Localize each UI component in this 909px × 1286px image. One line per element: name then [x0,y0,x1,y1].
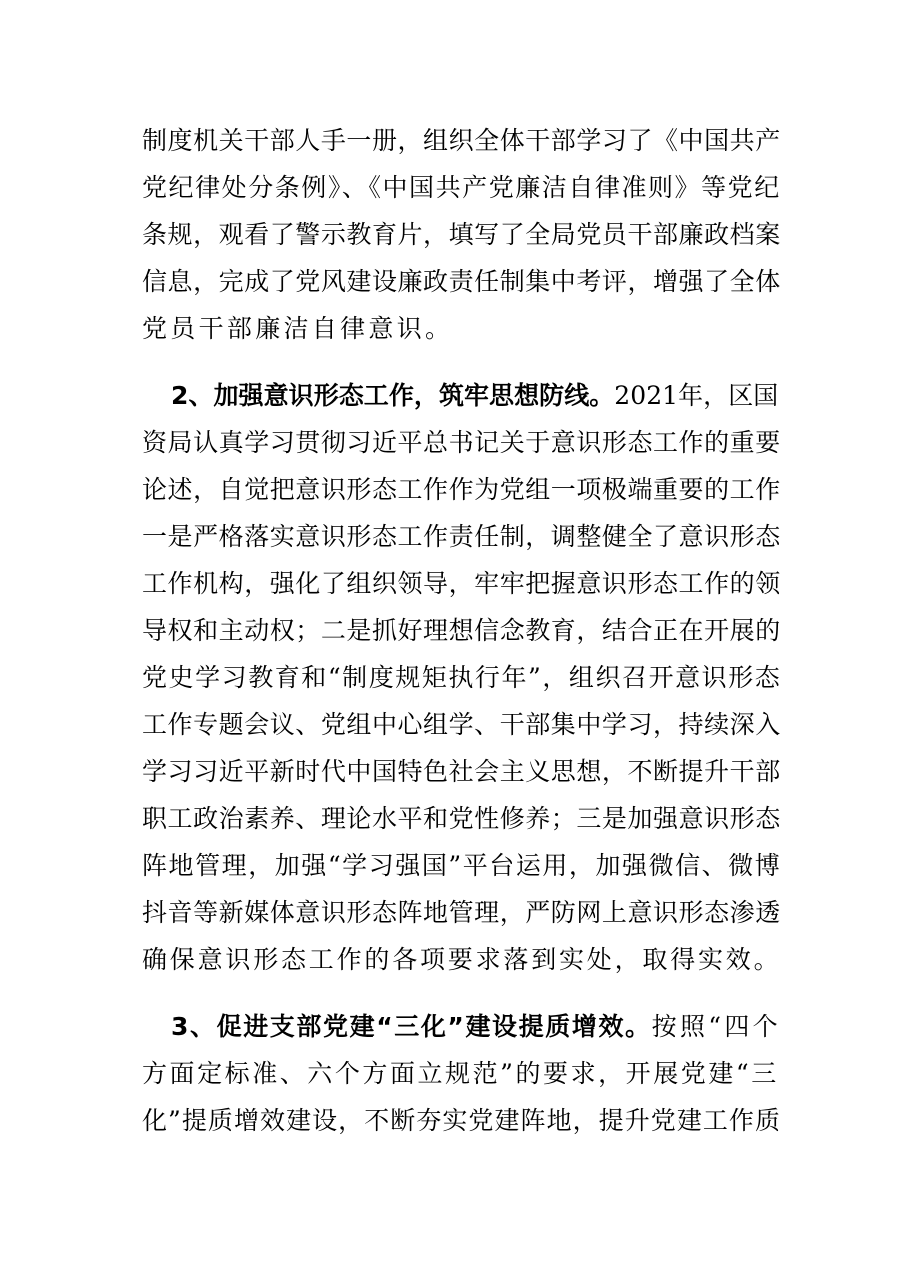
paragraph-2-heading: 2、加强意识形态工作，筑牢思想防线。 [171,381,615,410]
paragraph-1-line-5: 党员干部廉洁自律意识。 [142,314,454,343]
paragraph-3-line-2: 方面定标准、六个方面立规范”的要求，开展党建“三 [142,1059,779,1088]
paragraph-2-line-11: 阵地管理，加强“学习强国”平台运用，加强微信、微博 [142,851,782,880]
paragraph-1-line-1: 制度机关干部人手一册，组织全体干部学习了《中国共产 [142,126,781,155]
paragraph-2-line-13: 确保意识形态工作的各项要求落到实处，取得实效。 [142,945,782,974]
paragraph-2-line-5: 工作机构，强化了组织领导，牢牢把握意识形态工作的领 [142,569,781,598]
paragraph-2-line-10: 职工政治素养、理论水平和党性修养；三是加强意识形态 [142,804,781,833]
paragraph-3-first-line [171,1007,782,1047]
paragraph-3-heading: 3、促进支部党建“三化”建设提质增效。 [171,1012,652,1041]
paragraph-2-line-6: 导权和主动权；二是抓好理想信念教育，结合正在开展的 [142,616,781,645]
paragraph-3-line-3: 化”提质增效建设，不断夯实党建阵地，提升党建工作质 [142,1106,782,1135]
paragraph-2-line-8: 工作专题会议、党组中心组学、干部集中学习，持续深入 [142,710,781,739]
paragraph-2-first-line-text: 2021年，区国 [614,381,779,410]
paragraph-1-line-4: 信息，完成了党风建设廉政责任制集中考评，增强了全体 [142,267,781,296]
paragraph-2-line-12: 抖音等新媒体意识形态阵地管理，严防网上意识形态渗透 [142,898,781,927]
paragraph-2-line-9: 学习习近平新时代中国特色社会主义思想，不断提升干部 [142,757,781,786]
paragraph-2-line-3: 论述，自觉把意识形态工作作为党组一项极端重要的工作 [142,475,781,504]
paragraph-2-line-7: 党史学习教育和“制度规矩执行年”，组织召开意识形态 [142,663,782,692]
paragraph-1-line-3: 条规，观看了警示教育片，填写了全局党员干部廉政档案 [142,220,781,249]
paragraph-2-line-4: 一是严格落实意识形态工作责任制，调整健全了意识形态 [142,522,781,551]
paragraph-1-line-2: 党纪律处分条例》、《中国共产党廉洁自律准则》等党纪 [142,173,781,202]
paragraph-2-line-2: 资局认真学习贯彻习近平总书记关于意识形态工作的重要 [142,428,781,457]
paragraph-3-first-line-text: 按照“四个 [651,1012,781,1041]
paragraph-2-first-line [171,376,782,416]
